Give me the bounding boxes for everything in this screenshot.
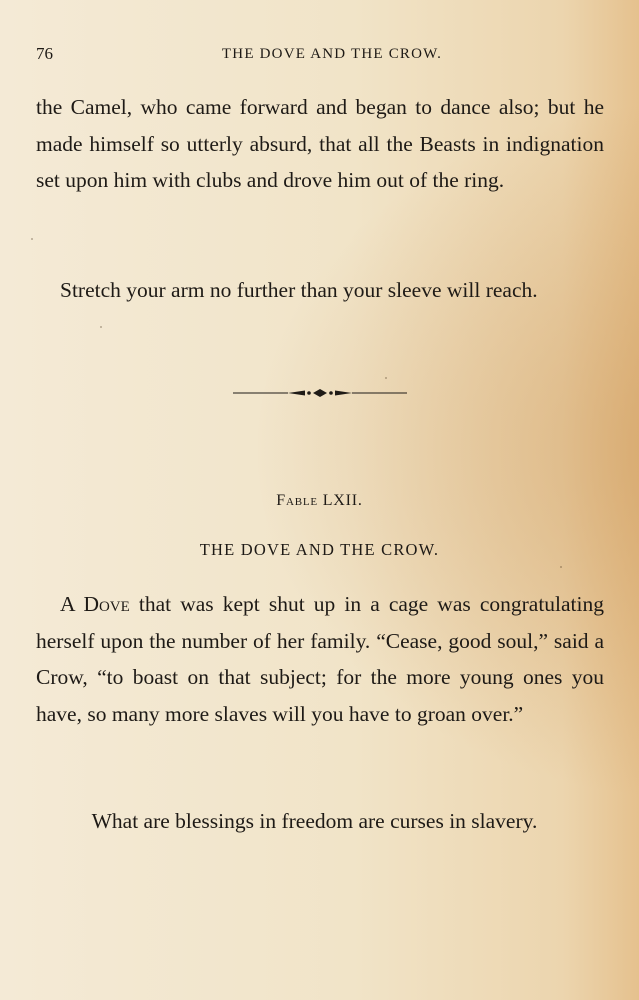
continuation-paragraph: the Camel, who came forward and began to dance also; but he made himself so utterly absurd, that all the Beasts in indignation set upon him with clubs and drove him out of the ring. — [36, 95, 604, 192]
paper-speck — [560, 566, 562, 568]
fable-body-initial: A — [60, 592, 75, 616]
fable-roman-numeral: LXII. — [322, 492, 363, 509]
fable-moral: What are blessings in freedom are curses in slavery. — [91, 809, 538, 833]
fable-label-initial: F — [276, 492, 286, 509]
section-divider-ornament — [233, 386, 407, 400]
page-header — [36, 44, 606, 66]
running-title: THE DOVE AND THE CROW. — [221, 46, 443, 62]
fable-number-label — [0, 492, 639, 510]
paper-speck — [31, 238, 33, 240]
fable-body-text: that was kept shut up in a cage was congratulating herself upon the number of her family. “Cease, good soul,” said a Crow, “to boast on that subject; for the more young ones you have, so many more slaves will you have to groan over.” — [36, 592, 605, 726]
paper-speck — [385, 377, 387, 379]
fable-body-smallcaps: Dove — [83, 592, 130, 616]
previous-moral — [36, 272, 604, 309]
fable-label-rest: able — [285, 492, 318, 509]
previous-moral-text: Stretch your arm no further than your sleeve will reach. — [60, 278, 538, 302]
fable-title: THE DOVE AND THE CROW. — [199, 540, 440, 559]
paper-speck — [100, 326, 102, 328]
page-number: 76 — [36, 44, 53, 63]
fable-body-paragraph — [36, 586, 604, 732]
